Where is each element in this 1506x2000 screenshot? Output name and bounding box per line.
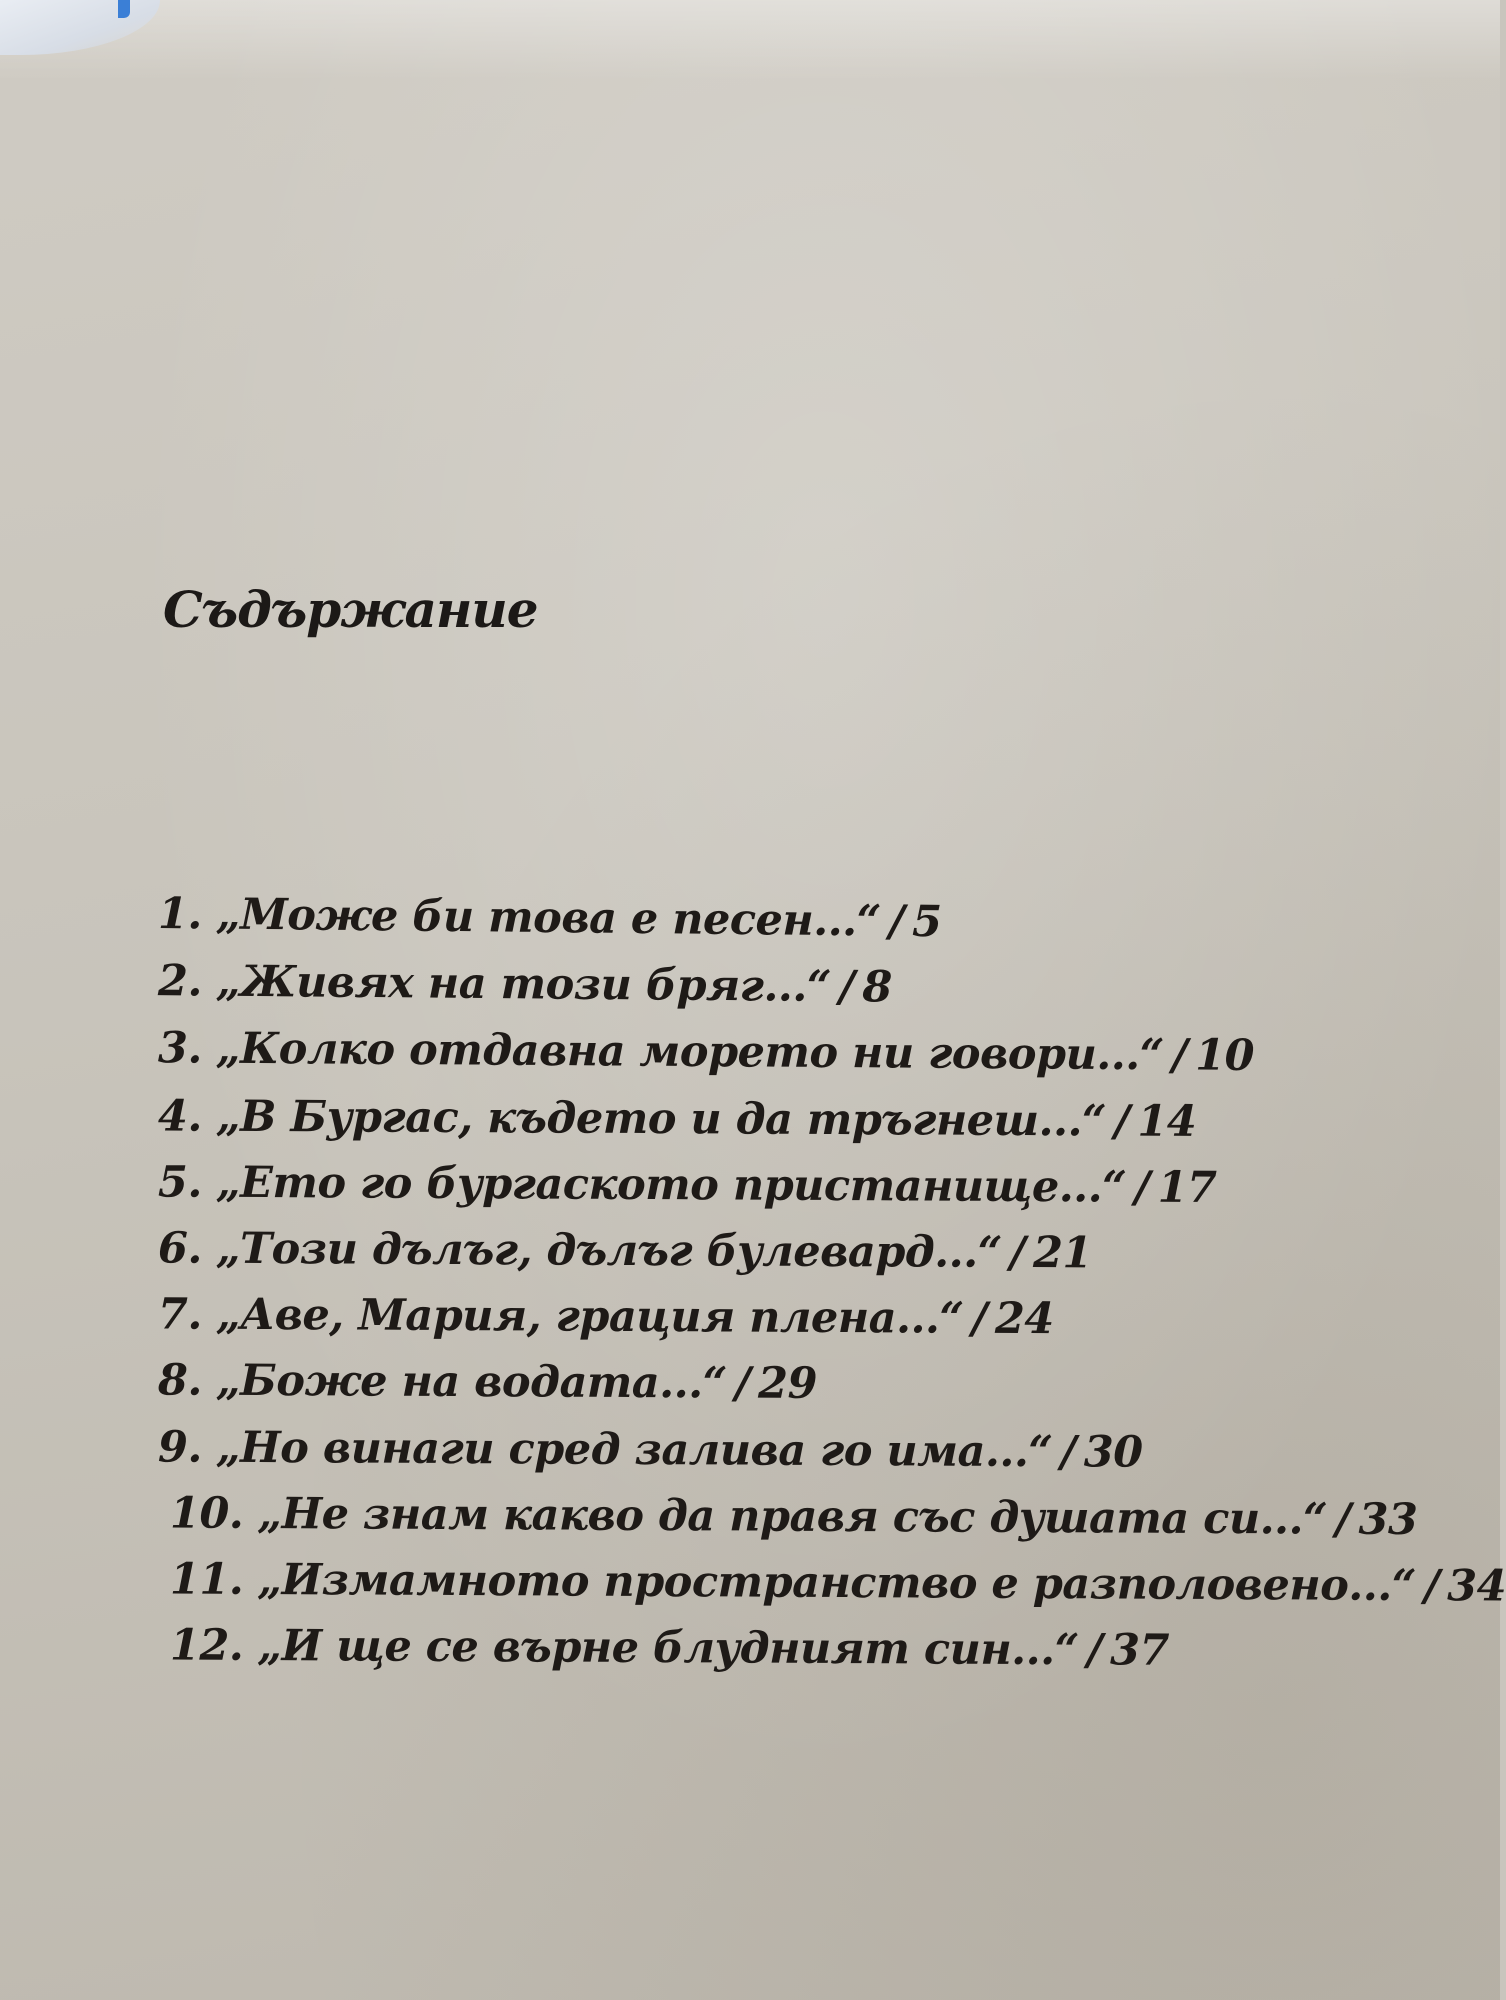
entry-title: „Живях на този бряг...“: [215, 956, 832, 1013]
entry-separator: /: [1114, 1096, 1130, 1147]
entry-page: 14: [1137, 1096, 1197, 1147]
entry-title: „Аве, Мария, грация плена...“: [215, 1289, 964, 1344]
entry-title: „Боже на водата...“: [215, 1356, 728, 1409]
entry-number: 8.: [157, 1355, 203, 1407]
entry-title: „И ще се върне блудният син...“: [257, 1621, 1080, 1676]
entry-page: 24: [994, 1293, 1054, 1345]
entry-number: 5.: [157, 1157, 203, 1208]
entry-title: „Може би това е песен...“: [215, 889, 882, 947]
entry-page: 17: [1157, 1162, 1217, 1213]
entry-separator: /: [971, 1293, 988, 1344]
toc-entry: [158, 1348, 1506, 1421]
entry-page: 33: [1358, 1494, 1418, 1545]
entry-page: 5: [911, 896, 942, 948]
entry-number: 3.: [157, 1023, 203, 1074]
entry-number: 9.: [157, 1421, 203, 1473]
toc-entry: [158, 948, 1506, 1026]
entry-title: „Но винаги сред залива го има...“: [215, 1422, 1053, 1477]
entry-title: „Колко отдавна морето ни говори...“: [215, 1024, 1165, 1081]
entry-separator: /: [734, 1358, 751, 1409]
entry-separator: /: [1086, 1625, 1103, 1676]
blue-background-sliver: [118, 0, 130, 18]
toc-entry: [170, 1546, 1506, 1619]
entry-page: 10: [1195, 1030, 1255, 1082]
entry-number: 12.: [169, 1620, 244, 1671]
entry-page: 34: [1447, 1561, 1506, 1612]
entry-title: „В Бургас, където и да тръгнеш...“: [215, 1091, 1107, 1146]
entry-title: „Не знам какво да правя със душата си...“: [257, 1488, 1328, 1545]
entry-page: 37: [1109, 1625, 1170, 1676]
toc-entry: [170, 1613, 1506, 1686]
entry-number: 10.: [169, 1488, 244, 1539]
toc-entry: [158, 1083, 1506, 1156]
entry-title: „Този дълъг, дълъг булевард...“: [215, 1223, 1003, 1278]
toc-entry: [158, 1149, 1506, 1222]
toc-entry: [158, 1414, 1506, 1487]
entry-separator: /: [838, 962, 855, 1013]
entry-number: 11.: [169, 1554, 244, 1605]
entry-page: 21: [1032, 1227, 1093, 1279]
toc-entry: [158, 1282, 1506, 1355]
entry-number: 1.: [157, 888, 203, 940]
entry-number: 2.: [157, 956, 203, 1007]
contents-heading: Съдържание: [163, 580, 538, 639]
entry-separator: /: [1060, 1426, 1076, 1477]
entry-separator: /: [1335, 1494, 1351, 1545]
page-edge-highlight: [0, 0, 1500, 80]
entry-page: 29: [757, 1358, 818, 1410]
entry-separator: /: [1171, 1030, 1188, 1081]
entry-number: 6.: [157, 1223, 203, 1274]
toc-entry: [158, 1016, 1506, 1092]
entry-separator: /: [1134, 1162, 1150, 1213]
toc-entry: [158, 1215, 1506, 1288]
entry-number: 7.: [157, 1289, 203, 1340]
entry-separator: /: [1009, 1227, 1026, 1278]
entry-separator: /: [888, 896, 905, 947]
entry-separator: /: [1423, 1560, 1440, 1612]
toc-entry: [170, 1480, 1506, 1553]
entry-title: „Измамното пространство е разполовено...“: [257, 1554, 1417, 1611]
entry-number: 4.: [157, 1091, 203, 1142]
entry-title: „Ето го бургаското пристанище...“: [215, 1157, 1127, 1213]
entry-page: 8: [862, 962, 892, 1013]
entry-page: 30: [1083, 1426, 1143, 1478]
table-of-contents: [158, 888, 1506, 1682]
